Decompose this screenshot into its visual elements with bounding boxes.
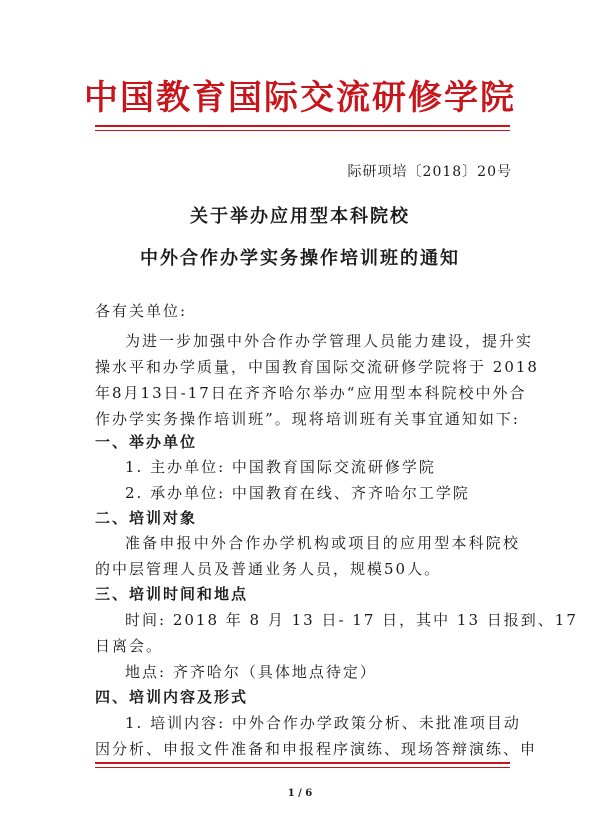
time-line: 时间: 2018 年 8 月 13 日- 17 日，其中 13 日报到、17 xyxy=(125,611,578,629)
section-heading-organizers: 一、举办单位 xyxy=(95,433,198,451)
org-letterhead-title: 中国教育国际交流研修学院 xyxy=(84,78,516,118)
content-line: 1. 培训内容: 中外合作办学政策分析、未批准项目动 xyxy=(125,714,521,732)
section-heading-content: 四、培训内容及形式 xyxy=(95,688,249,706)
intro-line: 作办学实务操作培训班”。现将培训班有关事宜通知如下: xyxy=(95,410,520,428)
header-rule-thin xyxy=(95,130,510,131)
section-heading-time-place: 三、培训时间和地点 xyxy=(95,585,249,603)
content-line: 因分析、申报文件准备和申报程序演练、现场答辩演练、申 xyxy=(95,740,538,758)
header-rule-thick xyxy=(95,125,510,127)
place-line: 地点: 齐齐哈尔（具体地点待定） xyxy=(125,663,377,681)
document-number: 际研项培〔2018〕20号 xyxy=(347,164,512,180)
salutation: 各有关单位: xyxy=(95,302,188,320)
notice-title-line-2: 中外合作办学实务操作培训班的通知 xyxy=(140,248,460,269)
participants-line: 的中层管理人员及普通业务人员，规模50人。 xyxy=(95,560,442,578)
footer-rule-thick xyxy=(95,762,510,764)
intro-line: 操水平和办学质量，中国教育国际交流研修学院将于 2018 xyxy=(95,358,539,376)
notice-title-line-1: 关于举办应用型本科院校 xyxy=(190,206,410,227)
time-line: 日离会。 xyxy=(95,637,164,655)
section-heading-participants: 二、培训对象 xyxy=(95,509,198,527)
organizer-item: 1. 主办单位: 中国教育国际交流研修学院 xyxy=(125,458,436,476)
intro-line: 年8月13日-17日在齐齐哈尔举办“应用型本科院校中外合 xyxy=(95,384,527,402)
footer-rule-thin xyxy=(95,767,510,768)
participants-line: 准备申报中外合作办学机构或项目的应用型本科院校 xyxy=(125,534,520,552)
organizer-item: 2. 承办单位: 中国教育在线、齐齐哈尔工学院 xyxy=(125,484,470,502)
intro-line: 为进一步加强中外合作办学管理人员能力建设，提升实 xyxy=(125,332,534,350)
page-number: 1 / 6 xyxy=(287,788,313,799)
